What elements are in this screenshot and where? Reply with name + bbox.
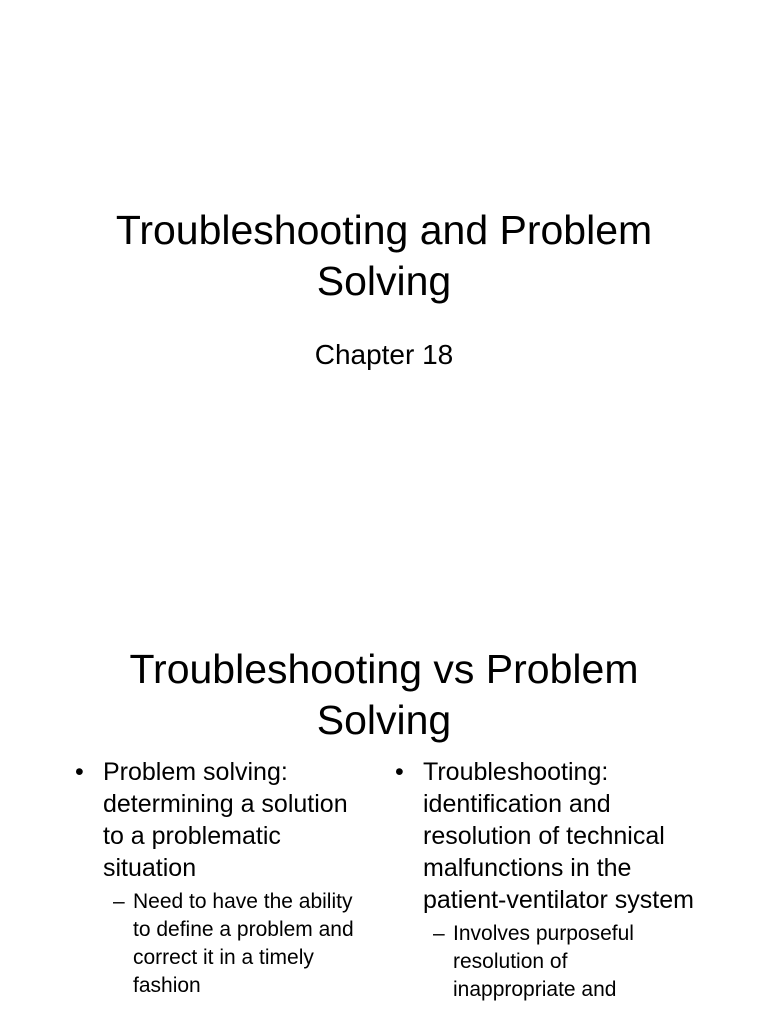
slide-2-title: Troubleshooting vs Problem Solving: [129, 646, 639, 743]
slide-1-title: Troubleshooting and Problem Solving: [115, 207, 653, 304]
slide-1-subtitle: Chapter 18: [314, 339, 454, 370]
right-column: [395, 756, 695, 1004]
bullet-dot-icon: •: [75, 758, 84, 786]
left-column: [75, 756, 375, 1000]
bullet-text: Problem solving: determining a solution to a problematic situation: [103, 758, 348, 882]
dash-icon: –: [433, 922, 445, 945]
sub-bullet-troubleshooting: [395, 920, 695, 1004]
sub-bullet-text: Need to have the ability to define a problem and correct it in a timely fashion: [133, 890, 354, 997]
bullet-problem-solving: [75, 756, 375, 884]
sub-bullet-text: Involves purposeful resolution of inappropriate and: [453, 922, 634, 1001]
slide-2: [0, 520, 768, 1024]
sub-bullet-problem-solving: [75, 888, 375, 1000]
bullet-dot-icon: •: [395, 758, 404, 786]
bullet-troubleshooting: [395, 756, 695, 916]
bullet-text: Troubleshooting: identification and resolution of technical malfunctions in the patient-ventilator system: [423, 758, 694, 914]
dash-icon: –: [113, 890, 125, 913]
